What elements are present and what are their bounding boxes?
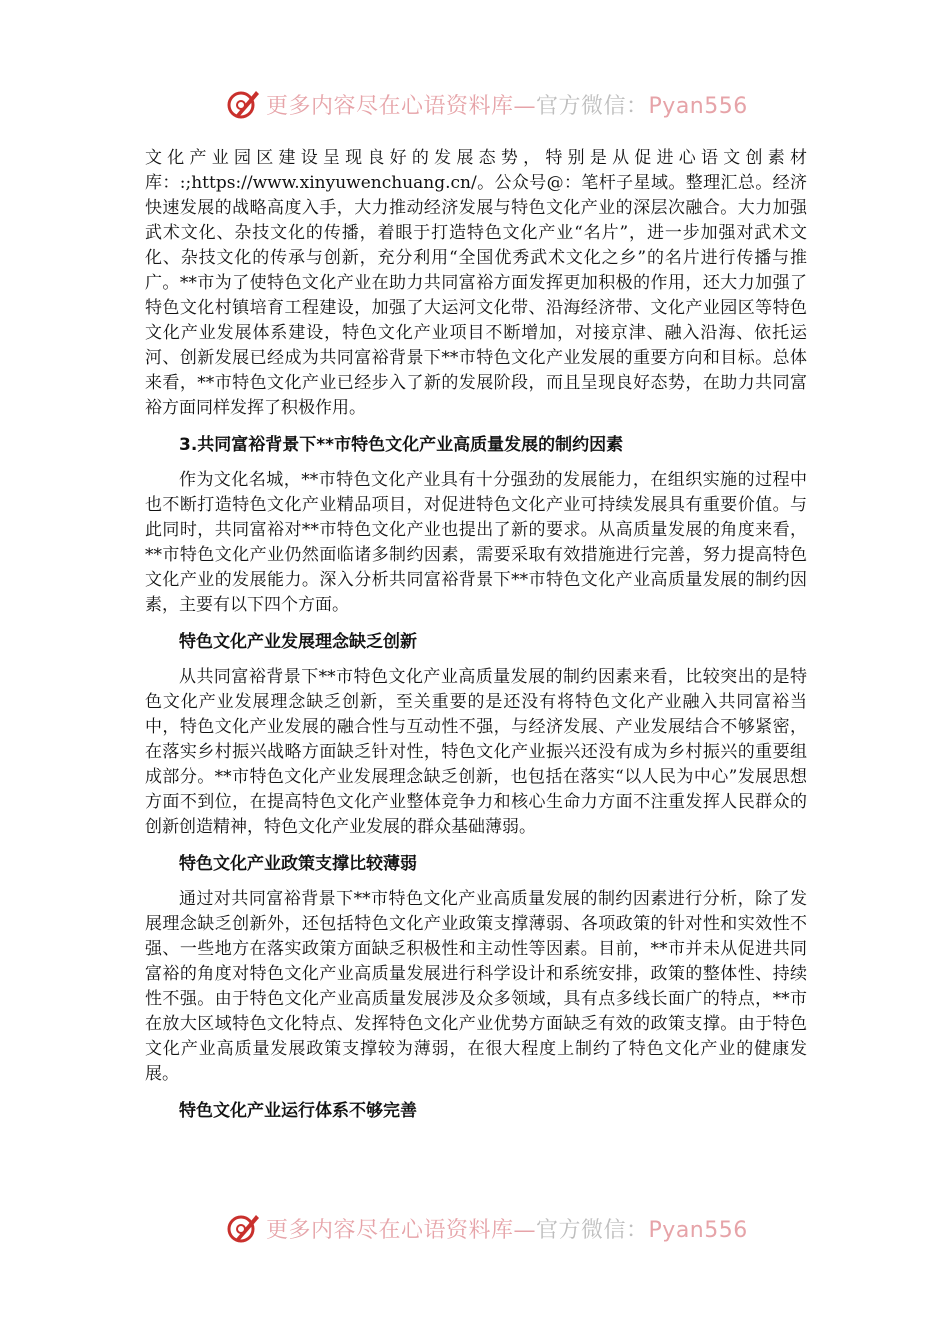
- paragraph: 从共同富裕背景下**市特色文化产业高质量发展的制约因素来看，比较突出的是特色文化产业发展理念缺乏创新，至关重要的是还没有将特色文化产业融入共同富裕当中，特色文化产业发展的融合性与互动性不强，与经济发展、产业发展结合不够紧密，在落实乡村振兴战略方面缺乏针对性，特色文化产业振兴还没有成为乡村振兴的重要组成部分。**市特色文化产业发展理念缺乏创新，也包括在落实“以人民为中心”发展思想方面不到位，在提高特色文化产业整体竞争力和核心生命力方面不注重发挥人民群众的创新创造精神，特色文化产业发展的群众基础薄弱。: [145, 667, 807, 837]
- section-heading: 3.共同富裕背景下**市特色文化产业高质量发展的制约因素: [179, 435, 624, 455]
- pen-logo-icon: [226, 1209, 262, 1245]
- footer-watermark-text: 更多内容尽在心语资料库—官方微信：Pyan556: [266, 1218, 748, 1243]
- document-body: [145, 146, 807, 1124]
- subsection-heading: 特色文化产业运行体系不够完善: [179, 1101, 417, 1121]
- paragraph: 通过对共同富裕背景下**市特色文化产业高质量发展的制约因素进行分析，除了发展理念缺乏创新外，还包括特色文化产业政策支撑薄弱、各项政策的针对性和实效性不强、一些地方在落实政策方面缺乏积极性和主动性等因素。目前，**市并未从促进共同富裕的角度对特色文化产业高质量发展进行科学设计和系统安排，政策的整体性、持续性不强。由于特色文化产业高质量发展涉及众多领域，具有点多线长面广的特点，**市在放大区域特色文化特点、发挥特色文化产业优势方面缺乏有效的政策支撑。由于特色文化产业高质量发展政策支撑较为薄弱，在很大程度上制约了特色文化产业的健康发展。: [145, 889, 807, 1084]
- header-watermark-banner: [0, 85, 950, 125]
- paragraph: 文化产业园区建设呈现良好的发展态势，特别是从促进心语文创素材库：:;https://www.xinyuwenchuang.cn/。公众号@：笔杆子星域。整理汇总。经济快速发展的战略高度入手，大力推动经济发展与特色文化产业的深层次融合。大力加强武术文化、杂技文化的传播，着眼于打造特色文化产业“名片”，进一步加强对武术文化、杂技文化的传承与创新，充分利用“全国优秀武术文化之乡”的名片进行传播与推广。**市为了使特色文化产业在助力共同富裕方面发挥更加积极的作用，还大力加强了特色文化村镇培育工程建设，加强了大运河文化带、沿海经济带、文化产业园区等特色文化产业发展体系建设，特色文化产业项目不断增加，对接京津、融入沿海、依托运河、创新发展已经成为共同富裕背景下**市特色文化产业发展的重要方向和目标。总体来看，**市特色文化产业已经步入了新的发展阶段，而且呈现良好态势，在助力共同富裕方面同样发挥了积极作用。: [145, 148, 807, 418]
- paragraph: 作为文化名城，**市特色文化产业具有十分强劲的发展能力，在组织实施的过程中也不断打造特色文化产业精品项目，对促进特色文化产业可持续发展具有重要价值。与此同时，共同富裕对**市特色文化产业也提出了新的要求。从高质量发展的角度来看，**市特色文化产业仍然面临诸多制约因素，需要采取有效措施进行完善，努力提高特色文化产业的发展能力。深入分析共同富裕背景下**市特色文化产业高质量发展的制约因素，主要有以下四个方面。: [145, 470, 807, 615]
- subsection-heading: 特色文化产业政策支撑比较薄弱: [179, 854, 417, 874]
- subsection-heading: 特色文化产业发展理念缺乏创新: [179, 632, 417, 652]
- header-watermark-text: 更多内容尽在心语资料库—官方微信：Pyan556: [266, 94, 748, 119]
- pen-logo-icon: [226, 85, 262, 121]
- footer-watermark-banner: [0, 1209, 950, 1249]
